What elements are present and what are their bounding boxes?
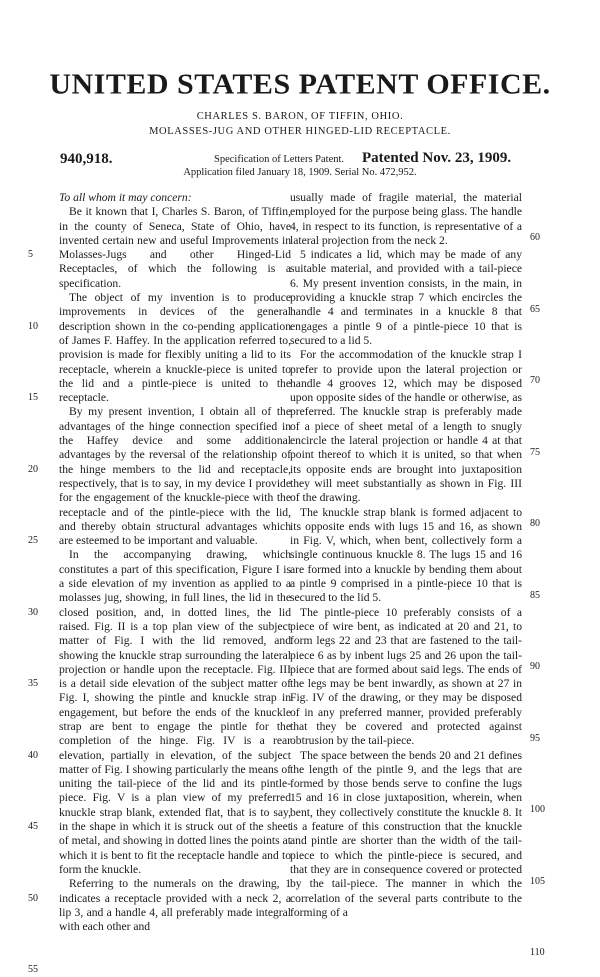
paragraph: Be it known that I, Charles S. Baron, of Tiffin, in the county of Seneca, State of Ohio, have invented certain new and useful Improvements in Molasses-Jugs and other Hinged-Lid Receptacles, of which the following is a specification.	[59, 205, 291, 290]
line-number: 20	[28, 464, 38, 475]
spec-label: Specification of Letters Patent.	[214, 154, 345, 165]
line-number: 45	[28, 821, 38, 832]
paragraph: The object of my invention is to produce improvements in devices of the general description shown in the co-pending application of James F. Haffey. In the application referred to, provision is made for flexibly uniting a lid to its receptacle, wherein a knuckle-piece is united to the lid and a pintle-piece is united to the receptacle.	[59, 291, 291, 405]
line-number: 110	[530, 947, 545, 958]
line-number: 85	[530, 590, 540, 601]
line-number: 100	[530, 804, 545, 815]
line-number: 30	[28, 607, 38, 618]
paragraph: The pintle-piece 10 preferably consists of a piece of wire bent, as indicated at 20 and 21, to form legs 22 and 23 that are fastened to the tail-piece 6 as by inbent lugs 25 and 26 upon the tail-piece that are formed about said legs. The ends of the legs may be bent inwardly, as shown at 27 in Fig. IV of the drawing, or they may be disposed of in any preferred manner, provided preferably that they be covered and protected against obtrusion by the tail-piece.	[290, 605, 522, 748]
line-number: 60	[530, 232, 540, 243]
line-number: 65	[530, 304, 540, 315]
paragraph: By my present invention, I obtain all of the advantages of the hinge connection specified in the Haffey device and some additional advantages by the reversal of the relationship of the hinge members to the lid and receptacle, respectively, that is to say, in my device I provide for the engagement of the knuckle-piece with the receptacle and of the pintle-piece with the lid, and thereby obtain structural advantages which are esteemed to be important and valuable.	[59, 405, 291, 548]
paragraph: In the accompanying drawing, which constitutes a part of this specification, Figure I is a side elevation of my invention as applied to a molasses jug, showing, in full lines, the lid in the closed position, and, in dotted lines, the lid raised. Fig. II is a top plan view of the subject matter of Fig. I with the lid removed, and showing the knuckle strap surrounding the lateral projection or handle upon the receptacle. Fig. III is a detail side elevation of the subject matter of Fig. I, showing the pintle and knuckle strap in engagement, but before the ends of the knuckle strap are bent to engage the pintle for the completion of the hinge. Fig. IV is a rear elevation, partially in elevation, of the subject matter of Fig. I showing particularly the means of uniting the tail-piece of the lid and its pintle-piece. Fig. V is a plan view of my preferred knuckle strap blank, extended flat, that is to say, in the shape in which it is struck out of the sheet of metal, and showing in dotted lines the points at which it is bent to fit the receptacle handle and to form the knuckle.	[59, 548, 291, 876]
line-number: 10	[28, 321, 38, 332]
line-number: 95	[530, 733, 540, 744]
salutation: To all whom it may concern:	[59, 191, 192, 204]
line-number: 105	[530, 876, 545, 887]
line-number: 50	[28, 893, 38, 904]
filing-line: Application filed January 18, 1909. Serial No. 472,952.	[183, 167, 417, 178]
line-number: 25	[28, 535, 38, 546]
line-number: 55	[28, 964, 38, 975]
patent-number: 940,918.	[60, 151, 113, 167]
line-number: 35	[28, 678, 38, 689]
line-number: 15	[28, 392, 38, 403]
inventor-line: CHARLES S. BARON, OF TIFFIN, OHIO.	[196, 111, 404, 122]
line-number: 75	[530, 447, 540, 458]
paragraph: For the accommodation of the knuckle strap I prefer to provide upon the lateral projection or handle 4 grooves 12, which may be disposed upon opposite sides of the handle or otherwise, as preferred. The knuckle strap is preferably made of a piece of sheet metal of a length to snugly encircle the lateral projection or handle 4 at that point thereof to which it is united, so that when its opposite ends are brought into juxtaposition they will meet substantially as shown in Fig. III of the drawing.	[290, 348, 522, 505]
paragraph: usually made of fragile material, the material employed for the purpose being glass. The handle 4, in respect to its function, is representative of a lateral projection from the neck 2.	[290, 191, 522, 247]
line-number: 70	[530, 375, 540, 386]
right-column	[290, 191, 522, 920]
line-number: 5	[28, 249, 33, 260]
left-column	[59, 191, 291, 934]
line-number: 80	[530, 518, 540, 529]
office-title: UNITED STATES PATENT OFFICE.	[49, 68, 551, 101]
subject-line: MOLASSES-JUG AND OTHER HINGED-LID RECEPTACLE.	[149, 126, 451, 137]
line-number: 90	[530, 661, 540, 672]
patented-date: Patented Nov. 23, 1909.	[362, 150, 512, 166]
paragraph: Referring to the numerals on the drawing, 1 indicates a receptacle provided with a neck 2, a lip 3, and a handle 4, all preferably made integral with each other and	[59, 877, 291, 934]
paragraph: 5 indicates a lid, which may be made of any suitable material, and provided with a tail-piece 6. My present invention consists, in the main, in providing a knuckle strap 7 which encircles the handle 4 and terminates in a knuckle 8 that engages a pintle 9 of a pintle-piece 10 that is secured to a lid 5.	[290, 248, 522, 347]
line-number: 40	[28, 750, 38, 761]
paragraph: The knuckle strap blank is formed adjacent to its opposite ends with lugs 15 and 16, as shown in Fig. V, which, when bent, collectively form a single continuous knuckle 8. The lugs 15 and 16 are formed into a knuckle by bending them about a pintle 9 comprised in a pintle-piece 10 that is secured to the lid 5.	[290, 505, 522, 605]
paragraph: The space between the bends 20 and 21 defines the length of the pintle 9, and the legs that are formed by those bends serve to confine the lugs 15 and 16 in close juxtaposition, wherein, when bent, they collectively constitute the knuckle 8. It is a feature of this construction that the knuckle and pintle are shorter than the width of the tail-piece to which the pintle-piece is secured, and that they are in consequence covered or protected by the tail-piece. The manner in which the correlation of the several parts contribute to the forming of a	[290, 748, 522, 919]
